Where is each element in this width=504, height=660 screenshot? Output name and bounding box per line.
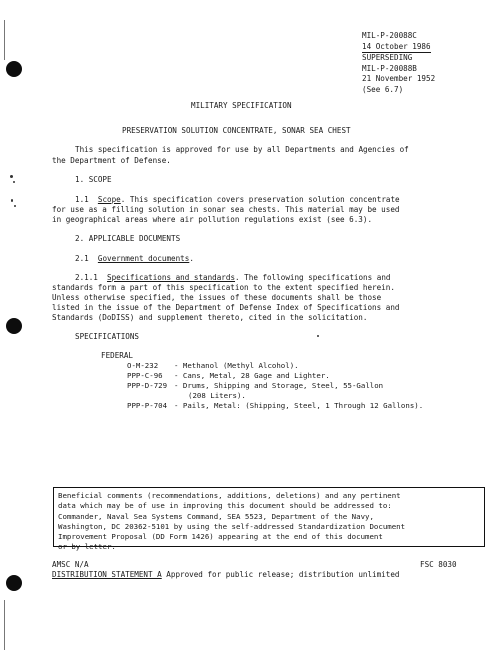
list-item-desc: - Cans, Metal, 28 Gage and Lighter. (174, 371, 330, 380)
punch-hole-middle (6, 318, 22, 334)
scan-edge-mark (4, 600, 5, 650)
specifications-label: SPECIFICATIONS (75, 332, 140, 341)
amsc-label: AMSC N/A (52, 560, 89, 569)
scan-speck (13, 181, 15, 183)
notice-line: Beneficial comments (recommendations, additions, deletions) and any pertinent (58, 491, 401, 500)
list-item-desc: - Methanol (Methyl Alcohol). (174, 361, 299, 370)
specs-line-2: standards form a part of this specification to the extent specified herein. (52, 283, 395, 292)
notice-line: Washington, DC 20362-5101 by using the self-addressed Standardization Document (58, 521, 406, 531)
list-item-id: PPP-P-704 (127, 401, 168, 410)
superseded-date: 21 November 1952 (362, 74, 436, 84)
spec-type-title: MILITARY SPECIFICATION (191, 101, 292, 110)
doc-date-text: 14 October 1986 (362, 42, 431, 54)
scan-speck (14, 205, 16, 207)
punch-hole-top (6, 61, 22, 77)
scan-speck (317, 335, 319, 337)
notice-line: Improvement Proposal (DD Form 1426) appearing at the end of this document (58, 532, 383, 542)
list-item-desc: - Drums, Shipping and Storage, Steel, 55-Gallon (174, 381, 384, 390)
scope-line-1 (75, 195, 400, 205)
notice-line: or by letter. (58, 542, 116, 552)
specs-line-4: listed in the issue of the Department of Defense Index of Specifications and (52, 303, 400, 312)
list-item-id: PPP-D-729 (127, 381, 168, 390)
distribution-text: Approved for public release; distribution unlimited (161, 570, 400, 579)
comments-notice-box (53, 487, 485, 552)
scope-line-3: in geographical areas where air pollution regulations exist (see 6.3). (52, 215, 373, 224)
approval-line-1: This specification is approved for use by all Departments and Agencies of (75, 145, 409, 154)
scope-para-title: Scope (97, 195, 121, 204)
specs-line-1 (75, 273, 390, 283)
gov-docs-line (75, 254, 194, 264)
spec-name-title: PRESERVATION SOLUTION CONCENTRATE, SONAR SEA CHEST (122, 126, 351, 135)
scope-line-2: for use as a filling solution in sonar sea chests. This material may be used (52, 205, 400, 214)
scan-edge-mark (4, 20, 5, 60)
approval-line-2: the Department of Defense. (52, 156, 171, 165)
specs-num: 2.1.1 (75, 273, 98, 282)
see-reference: (See 6.7) (362, 84, 404, 94)
gov-docs-end: . (189, 254, 194, 263)
doc-date (362, 42, 435, 54)
specs-title: Specifications and standards (107, 273, 236, 282)
superseded-id: MIL-P-20088B (362, 63, 417, 73)
document-header (362, 31, 435, 96)
gov-docs-title: Government documents (97, 254, 190, 263)
scope-line-1-text: . This specification covers preservation solution concentrate (120, 195, 400, 204)
scan-speck (10, 175, 13, 178)
specs-line-5: Standards (DoDISS) and supplement thereto, cited in the solicitation. (52, 313, 368, 322)
specs-line-3: Unless otherwise specified, the issues of these documents shall be those (52, 293, 382, 302)
section-2-heading: 2. APPLICABLE DOCUMENTS (75, 234, 181, 243)
distribution-label: DISTRIBUTION STATEMENT A (52, 570, 162, 579)
notice-line: data which may be of use in improving this document should be addressed to: (58, 501, 392, 511)
doc-id: MIL-P-20088C (362, 31, 417, 40)
list-item-desc-cont: (208 Liters). (188, 391, 246, 400)
list-item-id: O-M-232 (127, 361, 159, 370)
gov-docs-num: 2.1 (75, 254, 89, 263)
fsc-label: FSC 8030 (420, 560, 457, 569)
scope-para-num: 1.1 (75, 195, 89, 204)
list-item-desc: - Pails, Metal: (Shipping, Steel, 1 Through 12 Gallons). (174, 401, 424, 410)
distribution-statement (52, 570, 399, 580)
notice-line: Commander, Naval Sea Systems Command, SEA 5523, Department of the Navy, (58, 511, 374, 521)
specs-line-1-text: . The following specifications and (235, 273, 391, 282)
punch-hole-bottom (6, 575, 22, 591)
list-item-id: PPP-C-96 (127, 371, 163, 380)
scan-speck (11, 199, 13, 202)
federal-label: FEDERAL (101, 351, 134, 360)
superseding-label: SUPERSEDING (362, 53, 413, 63)
section-1-heading: 1. SCOPE (75, 175, 112, 184)
